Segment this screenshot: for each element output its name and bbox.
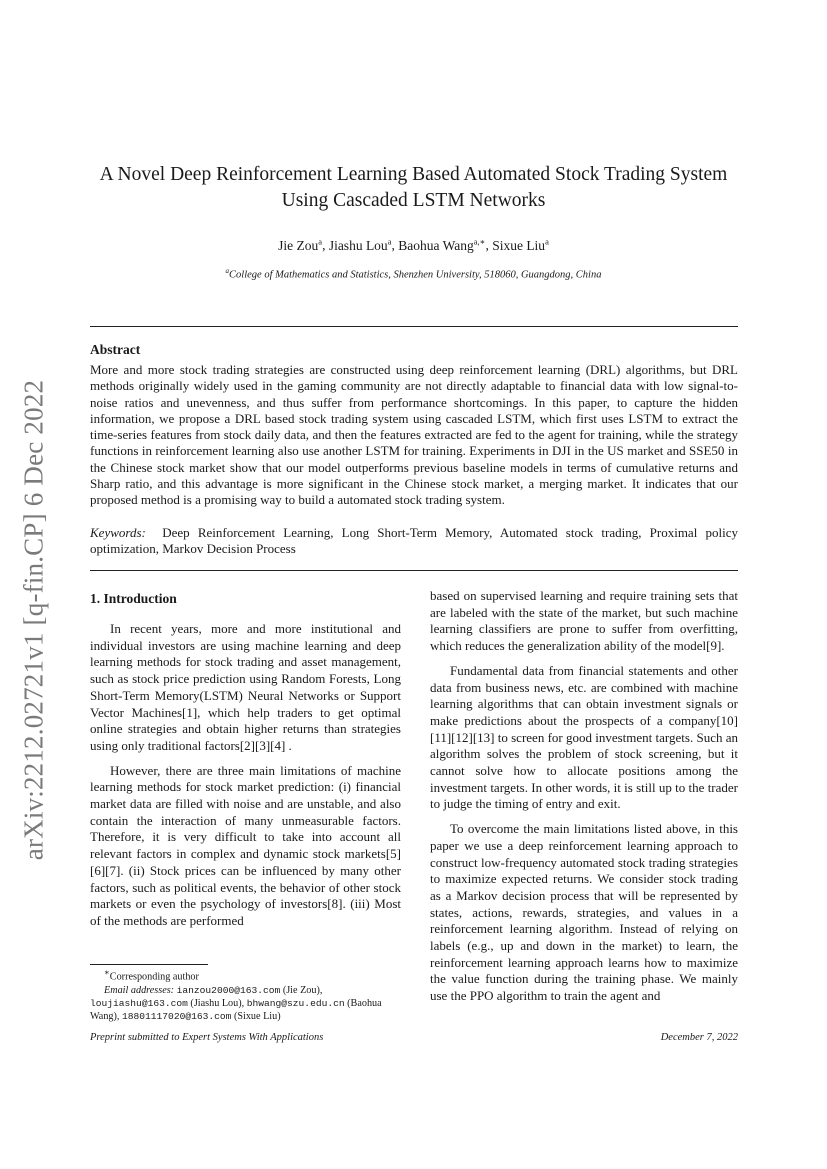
title-line-2: Using Cascaded LSTM Networks xyxy=(281,190,546,211)
intro-paragraph: Fundamental data from financial statements and other data from business news, etc. are combined with machine learning algorithms that can obtain investment signals or make predictions about the prospects of a company[10][11][12][13] to screen for good investment targets. Such an algorithm solves the problem of stock screening, but it cannot solve how to allocate positions among the investment targets. In other words, it is still up to the trader to judge the timing of entry and exit. xyxy=(430,662,738,812)
left-column xyxy=(90,590,401,938)
keywords xyxy=(90,525,738,558)
corresponding-author-note: ∗Corresponding author xyxy=(104,967,199,983)
email-link[interactable]: ianzou2000@163.com xyxy=(176,984,281,996)
email-addresses: Email addresses: ianzou2000@163.com (Jie Zou), loujiashu@163.com (Jiashu Lou), bhwang@szu.edu.cn (Baohua Wang), 18801117020@163.com (Sixue Liu) xyxy=(90,984,382,1022)
intro-paragraph: based on supervised learning and require training sets that are labeled with the state of the market, but such machine learning classifiers are prone to suffer from overfitting, which reduces the generalization ability of the model[9]. xyxy=(430,588,738,654)
right-column xyxy=(430,588,738,1013)
journal-footer: Preprint submitted to Expert Systems With Applications xyxy=(90,1032,324,1043)
abstract-top-rule xyxy=(90,326,738,327)
paper-title xyxy=(60,162,767,214)
abstract-heading: Abstract xyxy=(90,342,141,357)
arxiv-identifier: arXiv:2212.02721v1 [q-fin.CP] 6 Dec 2022 xyxy=(18,379,49,861)
author: Sixue Liu$^a$ xyxy=(492,236,549,253)
abstract-bottom-rule xyxy=(90,570,738,571)
email-link[interactable]: loujiashu@163.com xyxy=(90,997,188,1009)
affiliation: $^a$College of Mathematics and Statistics, Shenzhen University, 518060, Guangdong, China xyxy=(225,267,602,281)
author: Baohua Wang$^{a,∗}$ xyxy=(398,236,486,253)
email-link[interactable]: bhwang@szu.edu.cn xyxy=(246,997,345,1009)
arxiv-identifier-margin xyxy=(4,360,64,880)
date-footer: December 7, 2022 xyxy=(660,1032,738,1043)
footnote xyxy=(90,966,401,1023)
intro-paragraph: To overcome the main limitations listed above, in this paper we use a deep reinforcement learning approach to construct low-frequency automated stock trading strategies to maximize expected returns. We consider stock trading as a Markov decision process that will be represented by states, actions, rewards, strategies, and values in a reinforcement learning algorithm. Instead of relying on labels (e.g., up and down in the market) to learn, the reinforcement learning approach learns how to maximize the value function during the training phase. We mainly use the PPO algorithm to train the agent and xyxy=(430,821,738,1004)
footnote-rule xyxy=(90,964,208,965)
intro-paragraph: However, there are three main limitations of machine learning methods for stock market prediction: (i) financial market data are filled with noise and are unstable, and also contain the interaction of many unmeasurable factors. Therefore, it is very difficult to take into account all relevant factors in complex and dynamic stock markets[5][6][7]. (ii) Stock prices can be influenced by many other factors, such as political events, the behavior of other stock markets or even the psychology of investors[8]. (iii) Most of the methods are performed xyxy=(90,762,401,928)
abstract-text: More and more stock trading strategies are constructed using deep reinforcement learning (DRL) algorithms, but DRL methods originally widely used in the gaming community are not directly adaptable to financial data with low signal-to-noise ratios and unevenness, and thus suffer from performance shortcomings. In this paper, to capture the hidden information, we propose a DRL based stock trading system using cascaded LSTM, which first uses LSTM to extract the time-series features from stock daily data, and then the features extracted are fed to the agent for training, while the strategy functions in reinforcement learning also use another LSTM for training. Experiments in DJI in the US market and SSE50 in the Chinese stock market show that our model outperforms previous baseline models in terms of cumulative returns and Sharp ratio, and this advantage is more significant in the Chinese stock market, a merging market. It indicates that our proposed method is a promising way to build a automated stock trading system. xyxy=(90,362,738,508)
email-link[interactable]: 18801117020@163.com xyxy=(122,1011,232,1022)
intro-paragraph: In recent years, more and more institutional and individual investors are using machine learning and deep learning methods for stock trading and asset management, such as stock price prediction using Random Forests, Long Short-Term Memory(LSTM) Neural Networks or Support Vector Machines[1], which help traders to get optimal online strategies and obtain higher returns than strategies using only traditional factors[2][3][4] . xyxy=(90,621,401,753)
author: Jiashu Lou$^a$ xyxy=(328,236,392,253)
author: Jie Zou$^a$ xyxy=(278,236,323,253)
title-line-1: A Novel Deep Reinforcement Learning Based Automated Stock Trading System xyxy=(99,164,728,185)
keywords-label: Keywords: xyxy=(90,525,146,540)
keywords-text: Deep Reinforcement Learning, Long Short-Term Memory, Automated stock trading, Proximal policy optimization, Markov Decision Process xyxy=(90,525,738,557)
section-heading-introduction: 1. Introduction xyxy=(90,591,177,606)
author-list: Jie Zou$^a$, Jiashu Lou$^a$, Baohua Wang$^{a,∗}$, Sixue Liu$^a$ xyxy=(278,236,549,253)
